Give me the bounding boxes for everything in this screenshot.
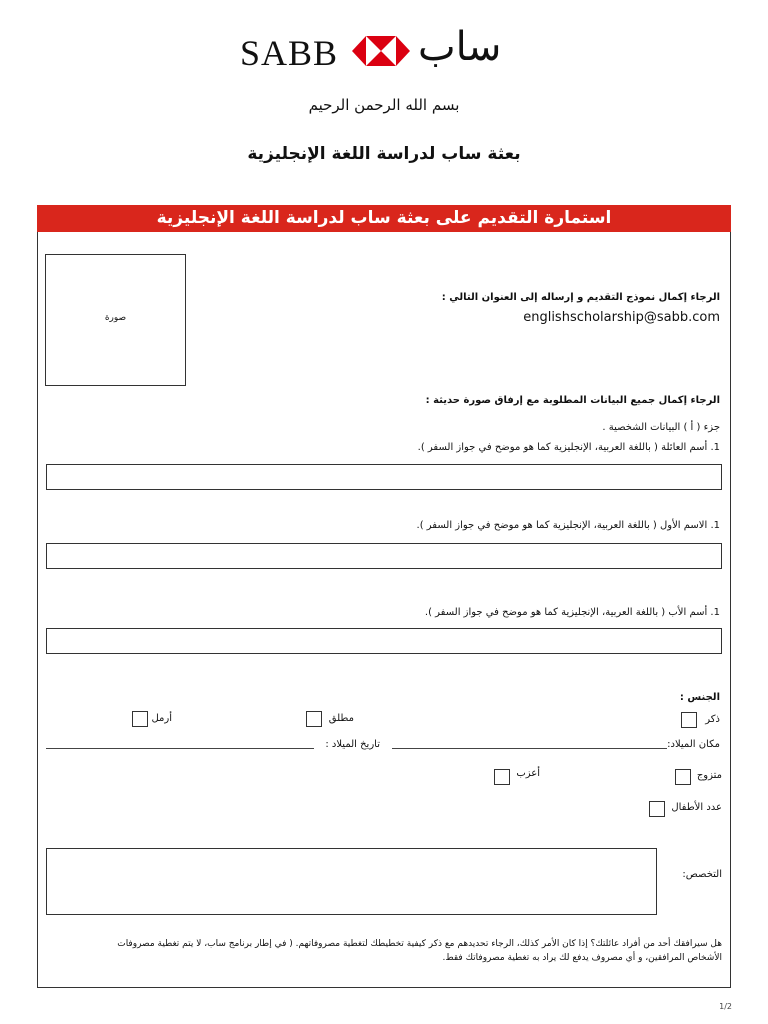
sabb-logo bbox=[240, 24, 540, 74]
photo-instruction: الرجاء إكمال جميع البيانات المطلوبة مع إرفاق صورة حديثة : bbox=[425, 395, 720, 406]
widowed-checkbox[interactable] bbox=[132, 711, 148, 727]
birthplace-line[interactable] bbox=[392, 748, 667, 749]
page-subtitle: بعثة ساب لدراسة اللغة الإنجليزية bbox=[247, 144, 521, 164]
family-name-field[interactable] bbox=[46, 464, 722, 490]
gender-male-label: ذكر bbox=[705, 714, 720, 725]
divorced-checkbox[interactable] bbox=[306, 711, 322, 727]
logo-arabic: ساب bbox=[418, 24, 502, 70]
single-checkbox[interactable] bbox=[494, 769, 510, 785]
married-label: متزوج bbox=[696, 770, 722, 781]
first-name-label: 1. الاسم الأول ( باللغة العربية، الإنجليزية كما هو موضح في جواز السفر ). bbox=[416, 520, 720, 531]
birthdate-line[interactable] bbox=[46, 748, 314, 749]
single-label: أعزب bbox=[516, 768, 540, 779]
married-checkbox[interactable] bbox=[675, 769, 691, 785]
email-address[interactable]: englishscholarship@sabb.com bbox=[523, 310, 720, 325]
photo-label: صورة bbox=[104, 313, 127, 323]
photo-box[interactable] bbox=[45, 254, 186, 386]
specialization-field[interactable] bbox=[46, 848, 657, 915]
accompany-note-line2: الأشخاص المرافقين، و أي مصروف يدفع لك يراد به تغطية مصروفاتك فقط. bbox=[442, 953, 722, 963]
divorced-label: مطلق bbox=[328, 713, 354, 724]
page-number: 1/2 bbox=[719, 1002, 732, 1011]
logo-text: SABB bbox=[240, 33, 339, 73]
sabb-hexagon-icon bbox=[352, 36, 410, 66]
widowed-label: أرمل bbox=[151, 713, 172, 724]
part-a-heading: جزء ( أ ) البيانات الشخصية . bbox=[602, 422, 720, 433]
birthdate-label: تاريخ الميلاد : bbox=[325, 739, 380, 750]
bismillah: بسم الله الرحمن الرحيم bbox=[308, 96, 460, 114]
family-name-label: 1. أسم العائلة ( باللغة العربية، الإنجليزية كما هو موضح في جواز السفر ). bbox=[417, 442, 720, 453]
father-name-label: 1. أسم الأب ( باللغة العربية، الإنجليزية كما هو موضح في جواز السفر ). bbox=[424, 607, 720, 618]
children-count-box[interactable] bbox=[649, 801, 665, 817]
father-name-field[interactable] bbox=[46, 628, 722, 654]
form-banner-title: استمارة التقديم على بعثة ساب لدراسة اللغة الإنجليزية bbox=[37, 205, 731, 232]
gender-label: الجنس : bbox=[679, 692, 720, 703]
first-name-field[interactable] bbox=[46, 543, 722, 569]
send-instruction: الرجاء إكمال نموذج التقديم و إرساله إلى العنوان التالي : bbox=[441, 292, 720, 303]
gender-male-checkbox[interactable] bbox=[681, 712, 697, 728]
specialization-label: التخصص: bbox=[682, 869, 722, 880]
children-label: عدد الأطفال bbox=[671, 802, 722, 813]
accompany-note-line1: هل سيرافقك أحد من أفراد عائلتك؟ إذا كان الأمر كذلك، الرجاء تحديدهم مع ذكر كيفية تخطيطك لتغطية مصروفاتهم. ( في إطار برنامج ساب، لا يتم تغطية مصروفات bbox=[117, 939, 722, 949]
birthplace-label: مكان الميلاد: bbox=[667, 739, 720, 750]
